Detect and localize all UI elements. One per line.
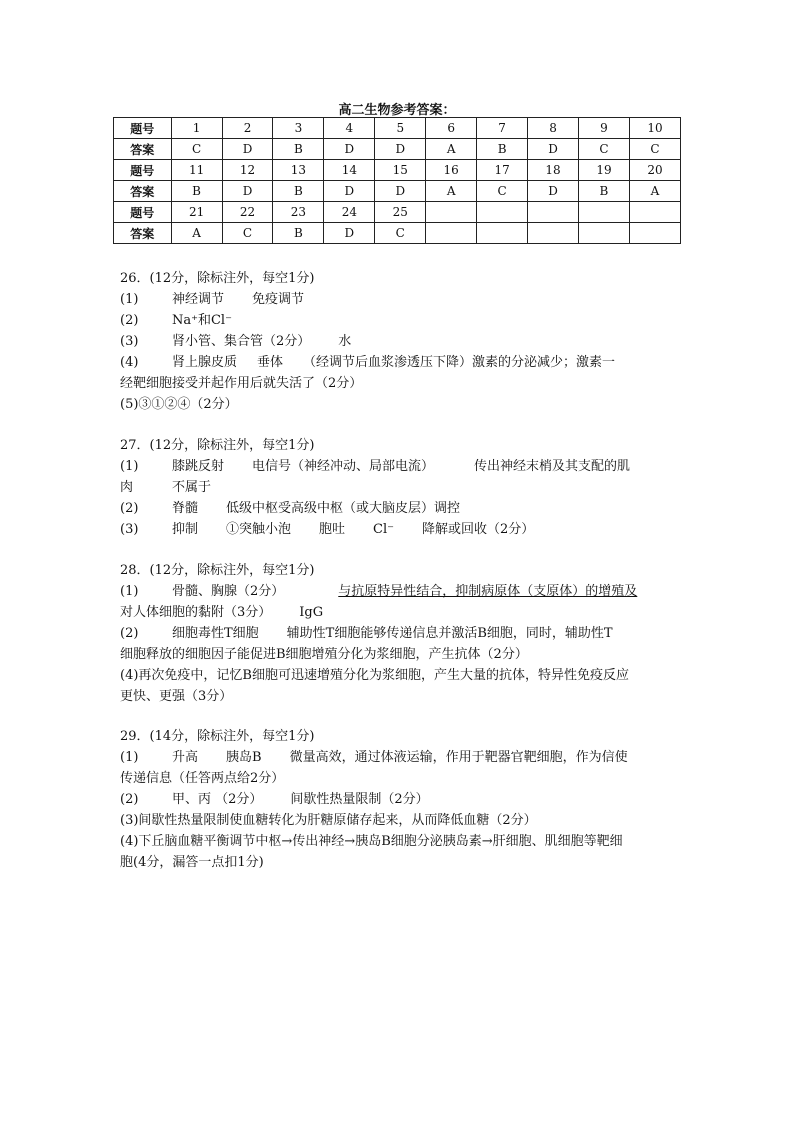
table-cell: D [528,181,579,202]
table-cell [426,202,477,223]
table-cell: C [579,139,630,160]
table-cell: D [222,139,273,160]
table-cell: 24 [324,202,375,223]
question-29 [120,726,680,873]
table-cell: C [629,139,680,160]
table-cell: A [426,139,477,160]
table-row [114,223,681,244]
q29-line-1: (1) 升高 胰岛B 微量高效，通过体液运输，作用于靶器官靶细胞，作为信使 [120,750,628,765]
q26-line-1: (1) 神经调节 免疫调节 [120,292,305,307]
table-cell: D [324,139,375,160]
table-cell: B [579,181,630,202]
table-cell [528,223,579,244]
table-cell: C [477,181,528,202]
table-cell: 12 [222,160,273,181]
table-cell: 22 [222,202,273,223]
table-cell: 1 [171,118,222,139]
table-cell: D [375,181,426,202]
question-28 [120,560,680,707]
table-cell: 14 [324,160,375,181]
table-cell [579,202,630,223]
table-cell: A [629,181,680,202]
q26-line-2: (2) Na⁺和Cl⁻ [120,313,232,328]
q28-line-3: (4)再次免疫中，记忆B细胞可迅速增殖分化为浆细胞，产生大量的抗体，特异性免疫反应 [120,668,629,683]
q27-line-2: (2) 脊髓 低级中枢受高级中枢（或大脑皮层）调控 [120,501,461,516]
table-cell: 11 [171,160,222,181]
table-row [114,160,681,181]
row-label: 题号 [114,202,172,223]
table-cell: B [477,139,528,160]
question-26 [120,268,680,415]
table-cell: 19 [579,160,630,181]
table-cell: 2 [222,118,273,139]
table-cell: 7 [477,118,528,139]
table-row [114,181,681,202]
table-cell: 8 [528,118,579,139]
table-cell: 5 [375,118,426,139]
q28-line-2: (2) 细胞毒性T细胞 辅助性T细胞能够传递信息并激活B细胞，同时，辅助性T [120,626,613,641]
q26-line-4b: 经靶细胞接受并起作用后就失活了（2分） [120,376,363,391]
row-label: 题号 [114,118,172,139]
page-title: 高二生物参考答案： [338,103,456,118]
table-cell [629,202,680,223]
table-cell: A [171,223,222,244]
table-cell [477,223,528,244]
table-cell: D [324,181,375,202]
table-cell: D [375,139,426,160]
table-cell: 6 [426,118,477,139]
row-label: 答案 [114,139,172,160]
q28-line-3b: 更快、更强（3分） [120,689,233,704]
q29-line-4b: 胞(4分，漏答一点扣1分) [120,855,264,870]
table-cell: C [222,223,273,244]
q28-line-1: (1) 骨髓、胸腺（2分） 与抗原特异性结合，抑制病原体（支原体）的增殖及 [120,584,638,599]
table-cell: D [528,139,579,160]
table-cell: 9 [579,118,630,139]
q29-line-4: (4)下丘脑血糖平衡调节中枢→传出神经→胰岛B细胞分泌胰岛素→肝细胞、肌细胞等靶细 [120,834,623,849]
q28-line-1b: 对人体细胞的黏附（3分） IgG [120,605,324,620]
table-cell: 17 [477,160,528,181]
table-cell: 25 [375,202,426,223]
row-label: 答案 [114,181,172,202]
q26-line-5: (5)③①②④（2分） [120,397,238,412]
answer-table [113,117,681,244]
table-cell: 4 [324,118,375,139]
table-cell: 10 [629,118,680,139]
table-cell: B [171,181,222,202]
q28-header: 28．(12分，除标注外，每空1分) [120,563,315,578]
q29-line-3: (3)间歇性热量限制使血糖转化为肝糖原储存起来，从而降低血糖（2分） [120,813,537,828]
table-cell: 23 [273,202,324,223]
table-cell: 15 [375,160,426,181]
table-cell: B [273,223,324,244]
row-label: 题号 [114,160,172,181]
table-cell [528,202,579,223]
q28-line-2b: 细胞释放的细胞因子能促进B细胞增殖分化为浆细胞，产生抗体（2分） [120,647,528,662]
table-cell: 21 [171,202,222,223]
q27-line-3: (3) 抑制 ①突触小泡 胞吐 Cl⁻ 降解或回收（2分） [120,522,535,537]
table-cell: 18 [528,160,579,181]
q26-line-3: (3) 肾小管、集合管（2分） 水 [120,334,352,349]
table-row [114,202,681,223]
q29-header: 29．(14分，除标注外，每空1分) [120,729,315,744]
q26-line-4: (4) 肾上腺皮质 垂体 （经调节后血浆渗透压下降）激素的分泌减少；激素一 [120,355,616,370]
table-cell: B [273,181,324,202]
table-cell: A [426,181,477,202]
table-cell [426,223,477,244]
table-cell: D [222,181,273,202]
table-cell [629,223,680,244]
q27-line-1: (1) 膝跳反射 电信号（神经冲动、局部电流） 传出神经末梢及其支配的肌 [120,459,631,474]
q29-line-2: (2) 甲、丙 （2分） 间歇性热量限制（2分） [120,792,429,807]
table-cell: 13 [273,160,324,181]
table-cell [579,223,630,244]
q27-header: 27．(12分，除标注外，每空1分) [120,438,315,453]
table-cell: 16 [426,160,477,181]
table-cell: 3 [273,118,324,139]
row-label: 答案 [114,223,172,244]
table-cell: B [273,139,324,160]
table-cell: C [171,139,222,160]
table-cell: 20 [629,160,680,181]
table-row [114,118,681,139]
table-cell [477,202,528,223]
question-27 [120,435,680,540]
q26-header: 26．(12分，除标注外，每空1分) [120,271,315,286]
table-cell: D [324,223,375,244]
q27-line-1b: 肉 不属于 [120,480,212,495]
table-cell: C [375,223,426,244]
q29-line-1b: 传递信息（任答两点给2分） [120,771,285,786]
table-row [114,139,681,160]
